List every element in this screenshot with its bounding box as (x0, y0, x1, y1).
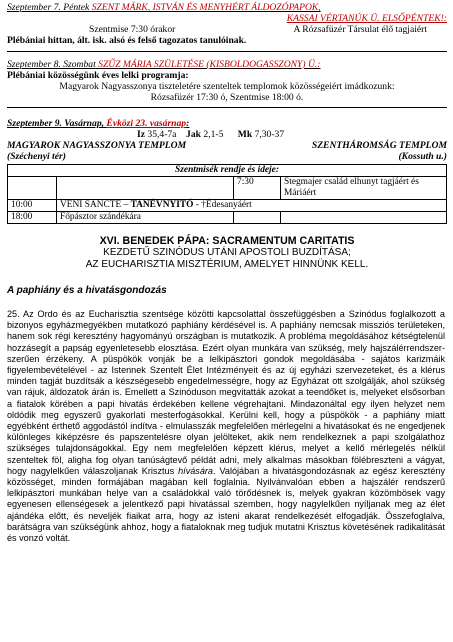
mass-schedule-table (7, 164, 447, 224)
time-left: 18:00 (8, 212, 57, 224)
divider (7, 51, 447, 52)
time-left: 10:00 (8, 200, 57, 212)
sep7-feast-line1: SZENT MÁRK, ISTVÁN ÉS MENYHÉRT ÁLDOZÓPAPOK, (91, 2, 321, 13)
sep8-section (7, 59, 453, 103)
section-heading: A paphiány és a hivatásgondozás (7, 285, 167, 296)
reading1-label: Iz (137, 129, 145, 140)
sep9-date: Szeptember 9. Vasárnap (7, 118, 102, 129)
table-row (8, 200, 447, 212)
sep7-section (7, 2, 453, 46)
text-left (57, 200, 447, 212)
schedule-header: Szentmisék rendje és ideje: (8, 165, 447, 177)
text-left-end: - †Édesanyáért (193, 200, 252, 210)
paragraph-end: . Valójában a hivatásgondozásnak az egész keresztény közösséget, minden formájában magában kell foglalnia. Nyilvánvalóan ebben a hajszálér rendszerű lelkipásztori munkában helye van a családokkal való törődésnek is, melyek gyakran közömbösek vagy egyenesen ellenségesek a jelentkező papi hivatással szemben, hogy nagylelkűen nyíljanak meg az élet ajándéka előtt, és neveljék fiaikat arra, hogy az isteni akarat rendelkezését elfogadják. Összefoglalva, barátságra van szükségünk ahhoz, hogy a fiataloknak meg tudjuk mutatni Krisztus követésének radikalitását és vonzó voltát. (7, 465, 445, 544)
table-row (8, 212, 447, 224)
text-right (281, 212, 447, 224)
sep8-line1: Magyarok Nagyasszonya tiszteletére szenteltek templomok közösségeiért imádkozunk: (59, 81, 395, 92)
text-left-bold: TANÉVNYITÓ (130, 200, 194, 210)
text-left (57, 177, 234, 200)
bulletin-page (0, 2, 453, 642)
time-left (8, 177, 57, 200)
text-left-a: VENI SANCTE – (60, 200, 131, 210)
paragraph-emphasis: hívására (178, 465, 213, 476)
reading2-label: Jak (186, 129, 201, 140)
sep7-mass-time: Szentmise 7:30 órakor (89, 24, 176, 35)
sep8-date: Szeptember 8. Szombat (7, 59, 96, 70)
church-left-sub: (Széchenyi tér) (7, 151, 66, 162)
sep8-program: Plébániai közösségünk éves lelki programja: (7, 70, 189, 81)
table-row (8, 177, 447, 200)
article-subtitle-1: KEZDETŰ SZINÓDUS UTÁNI APOSTOLI BUZDÍTÁSA; (103, 247, 351, 258)
sep7-date: Szeptember 7. Péntek (7, 2, 90, 13)
sep7-intention: A Rózsafüzér Társulat élő tagjaiért (293, 24, 427, 35)
table-header-row (8, 165, 447, 177)
text-right: Stegmajer család elhunyt tagjáért és Máriáért (281, 177, 447, 200)
article-paragraph (7, 309, 445, 544)
time-right (234, 212, 281, 224)
gospel-label: Mk (237, 129, 253, 140)
sep9-section: Szeptember 9. Vasárnap, Évközi 23. vasárnap: Iz 35,4-7a Jak 2,1-5 Mk 7,30-37 MAGYAROK NAGYASSZONYA TEMPLOM SZENTHÁROMSÁG TEMPLOM (Széchenyi tér) (Kossuth u.) (7, 118, 453, 162)
gospel: 7,30-37 (254, 129, 285, 140)
text-left: Főpásztor szándékára (57, 212, 234, 224)
sep9-sunday: Évközi 23. vasárnap (106, 118, 187, 129)
church-right: SZENTHÁROMSÁG TEMPLOM (311, 140, 447, 151)
sep7-feast-line2: KASSAI VÉRTANÚK Ü. ELSŐPÉNTEK!: (286, 13, 447, 24)
church-right-sub: (Kossuth u.) (398, 151, 447, 162)
time-right: 7:30 (234, 177, 281, 200)
article-title: XVI. BENEDEK PÁPA: SACRAMENTUM CARITATIS (99, 235, 355, 247)
article (7, 235, 453, 544)
sep7-class-note: Plébániai hittan, ált. isk. alsó és felső tagozatos tanulóinak. (7, 35, 247, 46)
church-left: MAGYAROK NAGYASSZONYA TEMPLOM (7, 140, 187, 151)
sep9-readings (7, 129, 453, 140)
divider (7, 107, 447, 108)
sep8-feast: SZŰZ MÁRIA SZÜLETÉSE (KISBOLDOGASSZONY) Ü.: (98, 59, 321, 70)
article-subtitle-2: AZ EUCHARISZTIA MISZTÉRIUM, AMELYET HINNÜNK KELL. (85, 259, 369, 270)
sep8-line2: Rózsafüzér 17:30 ó, Szentmise 18:00 ó. (150, 92, 304, 103)
sep7-date-line (7, 2, 447, 13)
paragraph-start: 25. Az Ordo és az Eucharisztia szentsége közötti kapcsolattal összefüggésben a Szinódus foglalkozott a bizonyos egyházmegyékben mutatkozó paphiány kérdésével is. A paphiány nemcsak missziós területeken, hanem sok régi keresztény hagyományú országban is mutatkozik. A probléma megoldásához kétségtelenül hozzásegít a papság egyenletesebb elosztása. Ezért olyan munkára van szükség, mely hajszálérrendszer-szerűen érzékeny. A püspökök vonják be a lelkipásztori gondok megoldásába - sajátos karizmáik figyelembevételével - az Istennek Szentelt Élet Intézményeit és az új egyházi szervezeteket, és a klérus minden tagját buzdítsák a készségesebb engedelmességre, hogy az Egyházat ott szolgálják, ahol szükség van rájuk, áldozatok árán is. Emellett a Szinóduson megvitatták azokat a teendőket is, melyeket elsősorban a fiatalok körében a papi hivatás érdekében kellene végrehajtani. Mindazonáltal egy ilyen helyzet nem oldódik meg egyszerű gyakorlati mesterfogásokkal. Kerülni kell, hogy a püspökök - a paphiány miatt egyébként érthető aggodástól indítva - elmulasszák megfelelően mérlegelni a hivatásokat és ne engedjenek különleges kiképzésre és papszentelésre olyan jelölteket, akik nem rendelkeznek a papi szolgálathoz szükséges tulajdonságokkal. Egy nem megfelelően képzett klérus, melyet a kellő mérlegelés nélkül szenteltek föl, aligha fog olyan tanúságtevő példát adni, mely alkalmas másokban fölébreszteni a vágyat, hogy nagylelkűen válaszoljanak Krisztus (7, 309, 445, 476)
reading1: 35,4-7a (147, 129, 177, 140)
reading2: 2,1-5 (203, 129, 224, 140)
